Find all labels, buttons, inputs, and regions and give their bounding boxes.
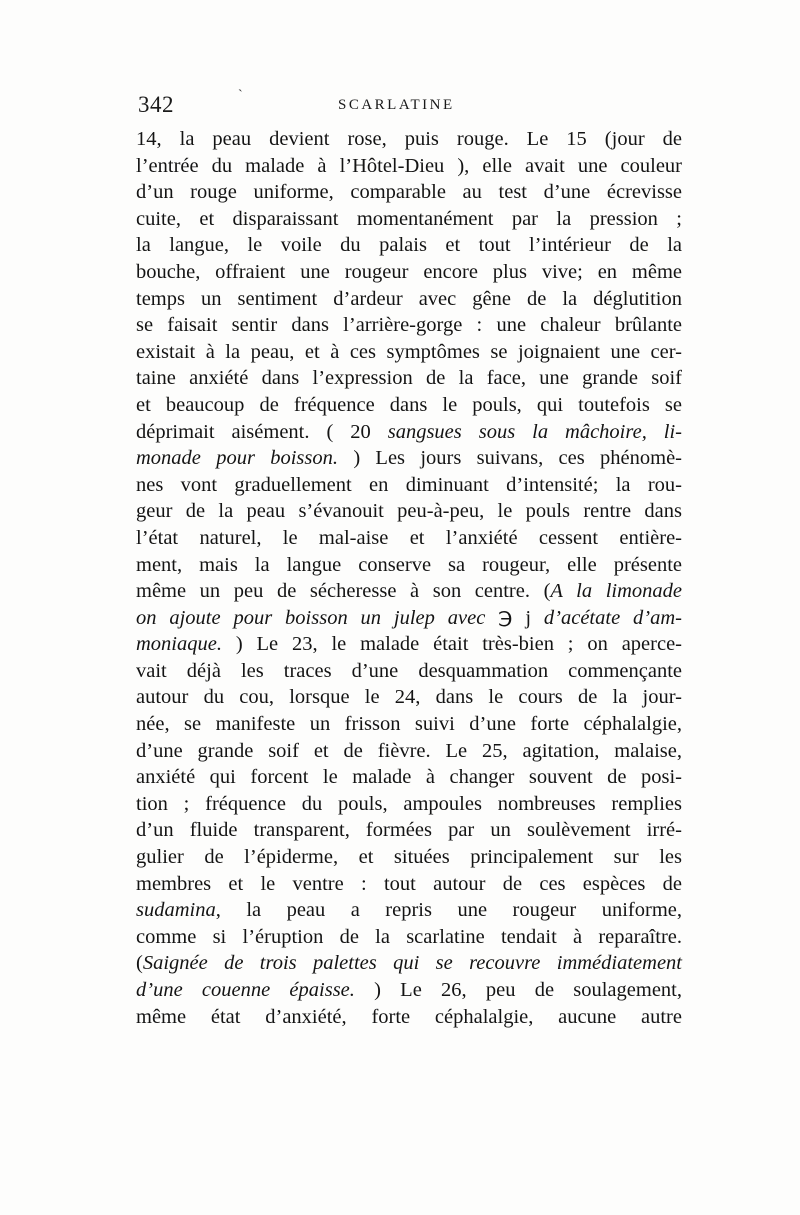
text-segment: gulier de l’épiderme, et situées principalement sur les	[136, 846, 682, 869]
body-text	[136, 126, 682, 1030]
text-segment: temps un sentiment d’ardeur avec gêne de la déglutition	[136, 287, 682, 310]
italic-segment: Saignée de trois palettes qui se recouvre immédiatement	[142, 952, 682, 975]
italic-segment: sudamina	[136, 899, 216, 922]
text-line	[136, 552, 682, 579]
text-segment: comme si l’éruption de la scarlatine tendait à reparaître.	[136, 925, 682, 948]
text-line	[136, 339, 682, 366]
text-segment: même état d’anxiété, forte céphalalgie, aucune autre	[136, 1005, 682, 1028]
italic-segment: monade pour boisson.	[136, 447, 339, 470]
text-line	[136, 232, 682, 259]
text-segment: déprimait aisément. ( 20	[136, 420, 388, 443]
text-segment: autour du cou, lorsque le 24, dans le cours de la jour-	[136, 686, 682, 709]
text-line	[136, 153, 682, 180]
italic-segment: d’une couenne épaisse.	[136, 979, 355, 1001]
text-segment: 14, la peau devient rose, puis rouge. Le 15 (jour de	[136, 128, 682, 150]
italic-segment: on ajoute pour boisson un julep avec	[136, 606, 499, 629]
text-line	[136, 392, 682, 419]
text-segment: bouche, offraient une rougeur encore plus vive; en même	[136, 260, 682, 283]
text-segment: la langue, le voile du palais et tout l’intérieur de la	[136, 234, 682, 257]
text-segment: anxiété qui forcent le malade à changer souvent de posi-	[136, 766, 682, 789]
italic-segment: A la limonade	[550, 580, 682, 603]
text-segment: d’un fluide transparent, formées par un soulèvement irré-	[136, 819, 682, 842]
text-line	[136, 365, 682, 392]
text-segment: taine anxiété dans l’expression de la face, une grande soif	[136, 367, 682, 390]
text-segment: d’un rouge uniforme, comparable au test d’une écrevisse	[136, 181, 682, 204]
text-line	[136, 631, 682, 658]
text-line	[136, 126, 682, 153]
running-title: SCARLATINE	[338, 97, 455, 113]
text-segment: ) Le 23, le malade était très-bien ; on aperce-	[221, 633, 682, 656]
header-mark: `	[238, 88, 243, 103]
text-segment: ) Le 26, peu de soulagement,	[354, 979, 682, 1001]
text-segment: même un peu de sécheresse à son centre. (	[136, 580, 551, 603]
text-line	[136, 950, 682, 977]
text-line	[136, 738, 682, 765]
text-line	[136, 312, 682, 339]
text-line	[136, 578, 682, 605]
text-segment: , la peau a repris une rougeur uniforme,	[215, 899, 682, 922]
text-line	[136, 924, 682, 951]
text-line	[136, 445, 682, 472]
text-line	[136, 472, 682, 499]
text-segment: ment, mais la langue conserve sa rougeur, elle présente	[136, 553, 682, 576]
text-line	[136, 286, 682, 313]
text-segment: cuite, et disparaissant momentanément par la pression ;	[136, 207, 682, 230]
text-line	[136, 711, 682, 738]
text-segment: l’état naturel, le mal-aise et l’anxiété cessent entière-	[136, 526, 682, 549]
text-segment: l’entrée du malade à l’Hôtel-Dieu ), elle avait une couleur	[136, 154, 682, 177]
text-segment: existait à la peau, et à ces symptômes se joignaient une cer-	[136, 340, 682, 363]
text-line	[136, 764, 682, 791]
text-line	[136, 206, 682, 233]
text-segment: née, se manifeste un frisson suivi d’une forte céphalalgie,	[136, 713, 682, 736]
text-line	[136, 844, 682, 871]
text-segment: nes vont graduellement en diminuant d’intensité; la rou-	[136, 473, 682, 496]
italic-segment: moniaque.	[136, 633, 222, 656]
text-line	[136, 1004, 682, 1031]
text-line	[136, 658, 682, 685]
text-line	[136, 498, 682, 525]
text-segment: d’une grande soif et de fièvre. Le 25, agitation, malaise,	[136, 739, 682, 762]
text-line	[136, 179, 682, 206]
text-segment: tion ; fréquence du pouls, ampoules nombreuses remplies	[136, 792, 682, 815]
text-line	[136, 897, 682, 924]
text-segment: membres et le ventre : tout autour de ces espèces de	[136, 872, 682, 895]
text-segment: se faisait sentir dans l’arrière-gorge : une chaleur brûlante	[136, 314, 682, 337]
italic-segment: d’acétate d’am-	[543, 606, 682, 629]
text-segment: (	[136, 952, 143, 975]
text-line	[136, 684, 682, 711]
italic-segment: sangsues sous la mâchoire, li-	[387, 420, 682, 443]
text-segment: vait déjà les traces d’une desquammation commençante	[136, 659, 682, 682]
text-line	[136, 977, 682, 1004]
text-line	[136, 817, 682, 844]
text-line	[136, 419, 682, 446]
page-number: 342	[138, 92, 174, 117]
text-line	[136, 259, 682, 286]
page-header	[138, 88, 678, 122]
text-segment: geur de la peau s’évanouit peu-à-peu, le pouls rentre dans	[136, 500, 682, 523]
text-segment: ) Les jours suivans, ces phénomè-	[338, 447, 682, 470]
text-line	[136, 525, 682, 552]
text-line	[136, 791, 682, 818]
text-segment: ℈ j	[498, 606, 544, 629]
text-line	[136, 871, 682, 898]
text-segment: et beaucoup de fréquence dans le pouls, qui toutefois se	[136, 393, 682, 416]
text-line	[136, 605, 682, 632]
